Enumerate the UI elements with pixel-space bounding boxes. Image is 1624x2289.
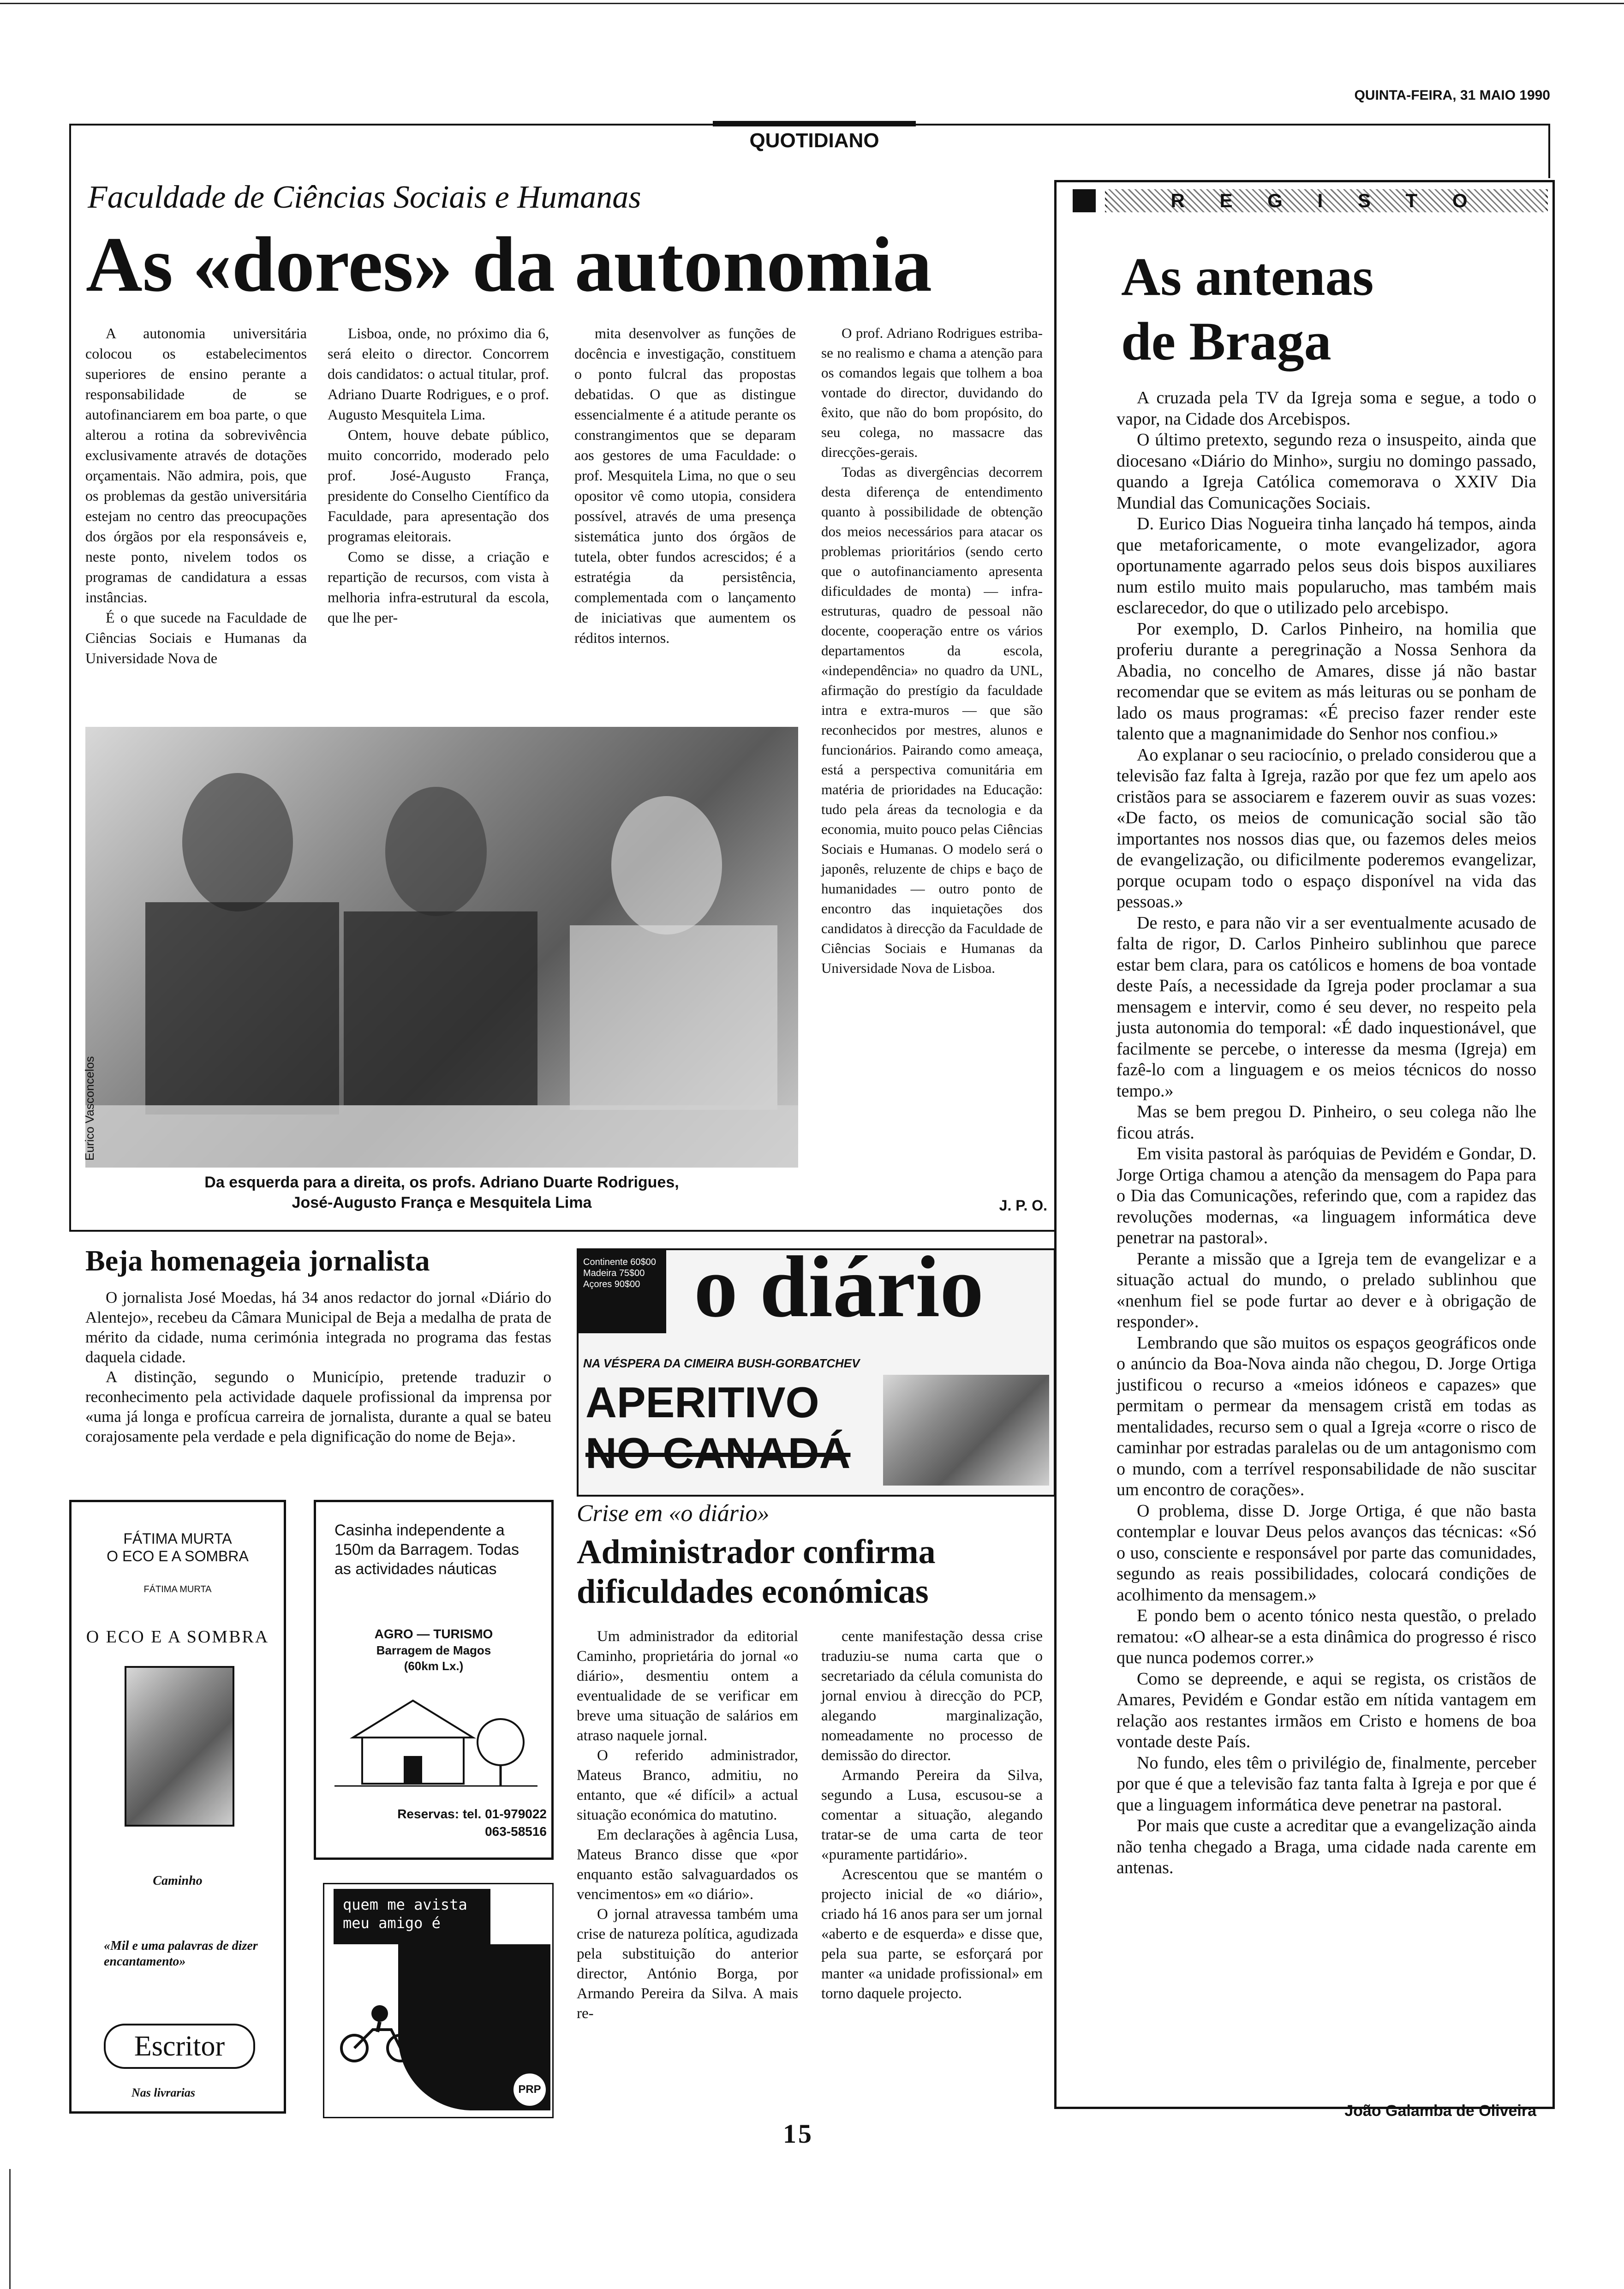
paragraph: O jornalista José Moedas, há 34 anos redactor do jornal «Diário do Alentejo», recebeu da Câmara Municipal de Beja a medalha de prata de mérito da cidade, numa cerimónia integrada no programa das festas daquela cidade. [85,1288,551,1366]
photo-credit: Eurico Vasconcelos [83,1056,96,1161]
paragraph: O prof. Adriano Rodrigues estriba-se no realismo e chama a atenção para os comandos legais que tolhem a boa vontade do director, duvidando do êxito, que não do bom propósito, do seu colega, no massacre das direcções-gerais. [821,325,1043,460]
paragraph: O jornal atravessa também uma crise de natureza política, agudizada pela substituição do anterior director, António Borga, por Armando Pereira da Silva. A mais re- [577,1906,798,2022]
photo-caption [85,1172,798,1213]
price-line: Continente 60$00 [583,1257,656,1267]
margin-line [9,2169,11,2289]
paragraph: D. Eurico Dias Nogueira tinha lançado há tempos, ainda que metaforicamente, o mote evangelizador, agora oportunamente agarrado pelos seus dois bispos auxiliares num estilo muito mais popularucho, mas também mais esclarecedor, do que o utilizado pelo arcebispo. [1116,514,1536,617]
main-bottom-rule [69,1230,1057,1232]
crise-col-2 [821,1627,1043,2004]
price-line: Madeira 75$00 [583,1268,645,1278]
book-cover-art [125,1666,234,1827]
crise-headline [577,1532,1057,1612]
book-author: FÁTIMA MURTA [123,1530,232,1547]
caption-line: Da esquerda para a direita, os profs. Adriano Duarte Rodrigues, [204,1174,679,1191]
paragraph: Como se disse, a criação e repartição de recursos, com vista à melhoria infra-estrutural da escola, que lhe per- [328,548,549,626]
paragraph: De resto, e para não vir a ser eventualmente acusado de falta de rigor, D. Carlos Pinheiro sublinhou que parece estar bem clara, para os católicos e homens de boa vontade deste País, a necessidade da Igreja poder proclamar a sua mensagem e intervir, como é seu dever, no respeito pela justa autonomia do temporal: «É dado inquestionável, que facilmente se percebe, o interesse da mesma (Igreja) em fazê-lo com a linguagem e os meios técnicos do nosso tempo.» [1116,913,1536,1101]
paragraph: Lembrando que são muitos os espaços geográficos onde o anúncio da Boa-Nova ainda não chegou, D. Jorge Ortiga justificou o recurso a «meios idóneos e capazes» que permitam o permear da mensagem cristã em todas as mentalidades, recurso sem o qual a Igreja «corre o risco de caminhar por estradas paralelas ou de um antagonismo com o mundo, com a terrível responsabilidade de não suscitar um encontro de corações». [1116,1333,1536,1499]
turismo-phone-2: 063-58516 [485,1824,547,1839]
paragraph: Em declarações à agência Lusa, Mateus Branco disse que «por enquanto estão salvaguardados os vencimentos» em «o diário». [577,1827,798,1903]
crise-col-1 [577,1627,798,2024]
headline-line: de Braga [1121,311,1331,372]
diario-headline [585,1377,872,1479]
registo-headline [1121,245,1536,374]
beja-body [85,1288,551,1446]
registo-label: R E G I S T O [1107,189,1546,212]
turismo-name: AGRO — TURISMO [374,1627,493,1641]
paragraph: É o que sucede na Faculdade de Ciências Sociais e Humanas da Universidade Nova de [85,609,307,666]
frame-right-rule [1548,124,1550,178]
registo-square [1073,189,1096,212]
paragraph: Todas as divergências decorrem desta diferença de entendimento quanto à possibilidade de obtenção dos meios necessários para atacar os problemas prioritários (sendo certo que o autofinanciamento apresenta dificuldades de monta) — infra-estruturas, quadro de pessoal não docente, cooperação entre os vários departamentos da escola, «independência» no quadro da UNL, afirmação do prestígio da faculdade intra e extra-muros — que são reconhecidos por mestres, alunos e funcionários. Pairando como ameaça, está a perspectiva comunitária em matéria de prioridades na Educação: tudo pela áreas da tecnologia e da economia, muito pouco pelas Ciências Sociais e Humanas. O modelo será o japonês, reluzente de chips e baço de humanidades — outro ponto de encontro das inquietações dos candidatos à direcção da Faculdade de Ciências Sociais e Humanas da Universidade Nova de Lisboa. [821,464,1043,976]
paragraph: Um administrador da editorial Caminho, proprietária do jornal «o diário», desmentiu ontem a eventualidade de se verificar em breve uma situação de salários em atraso naquele jornal. [577,1628,798,1744]
main-headline: As «dores» da autonomia [86,221,932,308]
page-number: 15 [783,2119,813,2149]
diario-photo [883,1375,1049,1486]
turismo-body: Casinha independente a 150m da Barragem. Todas as actividades náuticas [334,1522,519,1578]
book-ad [69,1500,286,2114]
paragraph: Como se depreende, e aqui se regista, os cristãos de Amares, Pevidém e Gondar estão em nítida vantagem em relação aos restantes irmãos em Cristo e homens de boa vontade deste País. [1116,1669,1536,1751]
paragraph: mita desenvolver as funções de docência e investigação, constituem o ponto fulcral das propostas debatidas. O que as distingue essencialmente é a atitude perante os constrangimentos que se deparam aos gestores de uma Faculdade: o prof. Mesquitela Lima, no que o seu opositor vê como utopia, considera possível, através de uma presença sistemática junto dos órgãos de tutela, obter fundos acrescidos; é a estratégia da persistência, complementada com o lançamento de iniciativas que aumentem os réditos internos. [574,325,796,646]
house-illustration [334,1687,537,1793]
paragraph: O problema, disse D. Jorge Ortiga, é que não basta contemplar e louvar Deus pelos avanços das técnicas: «Só o uso, consciente e responsável por parte das comunidades, segundo as reais possibilidades, colocará condições de acolhimento da mensagem.» [1116,1501,1536,1605]
headline-line: dificuldades económicas [577,1573,929,1611]
paragraph: Ontem, houve debate público, muito concorrido, moderado pelo prof. José-Augusto França, presidente do Conselho Científico da Faculdade, para apresentação dos programas eleitorais. [328,426,549,545]
page-date: QUINTA-FEIRA, 31 MAIO 1990 [1354,88,1550,103]
turismo-ad [314,1500,554,1860]
diario-front-page [577,1248,1056,1497]
top-rule [0,3,1624,4]
paragraph: cente manifestação dessa crise traduziu-se numa carta que o secretariado da célula comunista do jornal enviou à direcção do PCP, alegando marginalização, nomeadamente no processo de demissão do director. [821,1628,1043,1764]
price-line: Açores 90$00 [583,1279,640,1289]
turismo-place: Barragem de Magos [376,1643,491,1657]
section-bar [713,121,916,126]
escritor-logo: Escritor [104,2024,255,2069]
prp-ad [323,1883,554,2118]
book-cover-title: O ECO E A SOMBRA [86,1627,269,1647]
paragraph: E pondo bem o acento tónico nesta questão, o prelado rematou: «O alhear-se a esta dinâmica do progresso é risco que nunca podemos correr.» [1116,1606,1536,1667]
diario-banner: NA VÉSPERA DA CIMEIRA BUSH-GORBATCHEV [583,1356,860,1370]
frame-left-rule [69,124,71,1231]
paragraph: Perante a missão que a Igreja tem de evangelizar e a situação actual do mundo, o prelado sublinhou que «nenhum fiel se pode furtar ao dever e à obrigação de responder». [1116,1249,1536,1331]
paragraph: Em visita pastoral às paróquias de Pevidém e Gondar, D. Jorge Ortiga chamou a atenção da mensagem do Papa para o Dia das Comunicações, referindo que, com a rapidez das revoluções modernas, «a linguagem informática deve penetrar na pastoral». [1116,1144,1536,1247]
crise-kicker: Crise em «o diário» [577,1500,770,1527]
prp-badge: PRP [513,2073,546,2106]
paragraph: No fundo, eles têm o privilégio de, finalmente, perceber por que é que a televisão faz tanta falta à Igreja e por que é que a linguagem informática deve penetrar na pastoral. [1116,1753,1536,1815]
book-small-author: FÁTIMA MURTA [143,1584,212,1594]
paragraph: O último pretexto, segundo reza o insuspeito, ainda que diocesano «Diário do Minho», surgiu no domingo passado, quando a Igreja Católica comemorava o XXIV Dia Mundial das Comunicações Sociais. [1116,430,1536,513]
publisher-logo: Caminho [153,1874,203,1888]
prp-text-line: meu amigo é [343,1914,441,1932]
faculty-photo [85,727,798,1168]
price-box [579,1250,666,1333]
headline-line: NO CANADÁ [585,1429,851,1477]
headline-line: APERITIVO [585,1378,819,1426]
paragraph: A autonomia universitária colocou os estabelecimentos superiores de ensino perante a responsabilidade de se autofinanciarem em boa parte, o que alterou a rotina da sobrevivência exclusivamente através de dotações orçamentais. Não admira, pois, que os problemas da gestão universitária estejam no centro das preocupações dos órgãos por ela responsáveis e, neste ponto, nivelem todos os programas de candidatura a essas instâncias. [85,325,307,605]
prp-text-block [334,1889,490,1944]
book-tagline: «Mil e uma palavras de dizer encantamento» [104,1939,258,1969]
paragraph: A cruzada pela TV da Igreja soma e segue, a todo o vapor, na Cidade dos Arcebispos. [1116,388,1536,429]
paragraph: Armando Pereira da Silva, segundo a Lusa, escusou-se a comentar a situação, alegando tratar-se de uma carta de teor «puramente partidário». [821,1767,1043,1863]
headline-line: Administrador confirma [577,1533,936,1571]
paragraph: Por mais que custe a acreditar que a evangelização ainda não tenha chegado a Braga, uma cidade nada carente em antenas. [1116,1816,1536,1877]
diario-masthead: o diário [694,1248,984,1336]
beja-headline: Beja homenageia jornalista [85,1244,430,1277]
paragraph: Ao explanar o seu raciocínio, o prelado considerou que a televisão faz falta à Igreja, razão por que fez um apelo aos cristãos para se associarem e fazerem ouvir as suas vozes: «De facto, os meios de comunicação social são tão importantes nos nossos dias que, ou fazemos deles meios de evangelização, ou dificilmente poderemos evangelizar, porque ocupam todo o espaço disponível na vida das pessoas.» [1116,745,1536,911]
caption-line: José-Augusto França e Mesquitela Lima [292,1194,592,1211]
paragraph: A distinção, segundo o Município, pretende traduzir o reconhecimento pela actividade daquele profissional da imprensa por «uma já longa e profícua carreira de jornalista, durante a qual se bateu corajosamente pela verdade e pela dignificação do nome de Beja». [85,1368,551,1445]
paragraph: Por exemplo, D. Carlos Pinheiro, na homilia que proferiu durante a peregrinação a Nossa Senhora da Abadia, no concelho de Amares, disse já não bastar recomendar que se evitem as más leituras ou se ponham de lado os maus programas: «É preciso fazer render este talento que a magnanimidade do Senhor nos confiou.» [1116,619,1536,743]
paragraph: Acrescentou que se mantém o projecto inicial de «o diário», criado há 16 anos para ser um jornal «aberto e de esquerda» e disse que, pela sua parte, se esforçará por manter «a unidade profissional» em torno daquele projecto. [821,1866,1043,2002]
paragraph: Lisboa, onde, no próximo dia 6, será eleito o director. Concorrem dois candidatos: o actual titular, prof. Adriano Duarte Rodrigues, e o prof. Augusto Mesquitela Lima. [328,325,549,423]
main-col-2 [328,323,549,628]
main-col-3 [574,323,796,648]
registo-author: João Galamba de Oliveira [1344,2102,1536,2120]
main-col-4 [821,323,1043,978]
paragraph: Mas se bem pregou D. Pinheiro, o seu colega não lhe ficou atrás. [1116,1102,1536,1143]
book-title: O ECO E A SOMBRA [107,1548,249,1564]
section-label: QUOTIDIANO [749,129,879,152]
turismo-phone-1: Reservas: tel. 01-979022 [397,1807,547,1821]
main-col-1 [85,323,307,668]
main-kicker: Faculdade de Ciências Sociais e Humanas [88,180,641,215]
book-where: Nas livrarias [131,2086,195,2099]
headline-line: As antenas [1121,246,1374,307]
motorcycle-icon [338,2000,417,2064]
main-byline: J. P. O. [999,1197,1047,1214]
turismo-distance: (60km Lx.) [404,1659,464,1673]
prp-text-line: quem me avista [343,1896,467,1913]
paragraph: O referido administrador, Mateus Branco, admitiu, no entanto, que «é difícil» a actual situação económica do matutino. [577,1747,798,1823]
registo-body [1116,388,1536,1879]
